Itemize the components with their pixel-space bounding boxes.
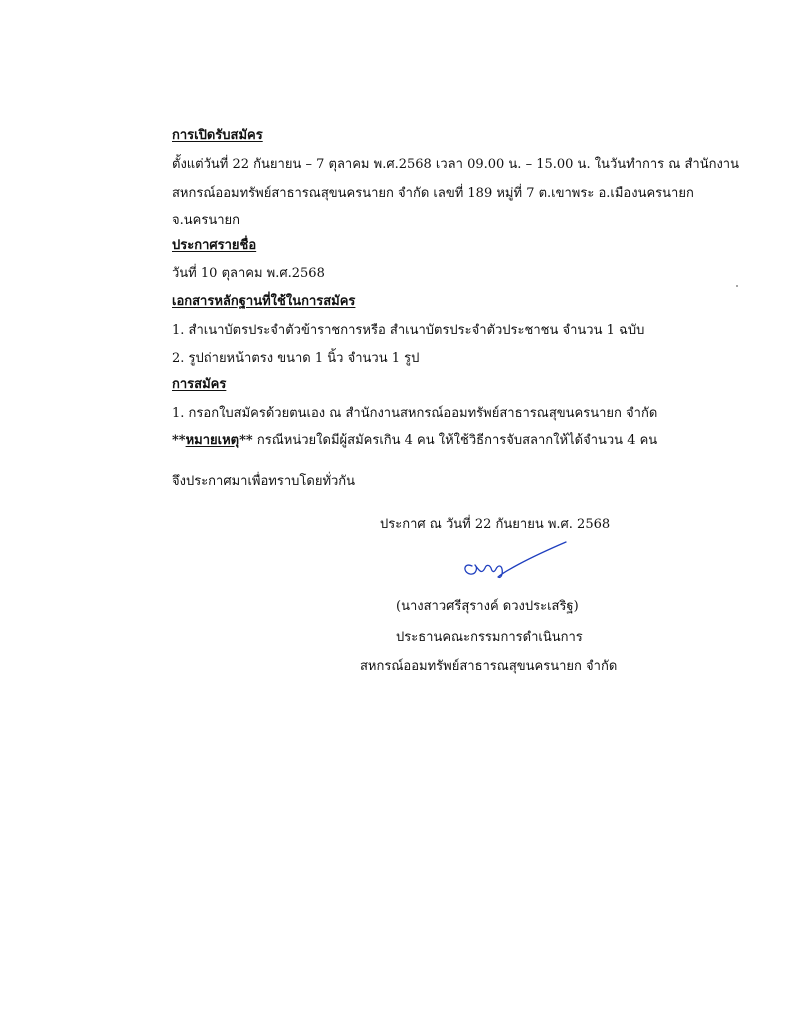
signatory-organization: สหกรณ์ออมทรัพย์สาธารณสุขนครนายก จำกัด [360, 659, 618, 674]
registration-period-line-2: สหกรณ์ออมทรัพย์สาธารณสุขนครนายก จำกัด เลขที่ 189 หมู่ที่ 7 ต.เขาพระ อ.เมืองนครนายก [172, 186, 694, 201]
heading-announce-names: ประกาศรายชื่อ [172, 238, 257, 253]
application-item-1: 1. กรอกใบสมัครด้วยตนเอง ณ สำนักงานสหกรณ์ออมทรัพย์สาธารณสุขนครนายก จำกัด [172, 406, 658, 421]
heading-required-documents: เอกสารหลักฐานที่ใช้ในการสมัคร [172, 294, 356, 309]
signatory-position: ประธานคณะกรรมการดำเนินการ [396, 630, 583, 645]
closing-statement: จึงประกาศมาเพื่อทราบโดยทั่วกัน [172, 474, 356, 489]
heading-registration-period: การเปิดรับสมัคร [172, 128, 263, 143]
signatory-name: (นางสาวศรีสุรางค์ ดวงประเสริฐ) [396, 599, 579, 614]
remark-line [172, 432, 657, 450]
remark-prefix: ** [172, 433, 186, 448]
announcement-date: ประกาศ ณ วันที่ 22 กันยายน พ.ศ. 2568 [380, 517, 611, 532]
remark-suffix: ** [239, 433, 253, 448]
remark-text: กรณีหน่วยใดมีผู้สมัครเกิน 4 คน ให้ใช้วิธีการจับสลากให้ได้จำนวน 4 คน [252, 433, 658, 448]
heading-application: การสมัคร [172, 377, 227, 392]
document-item-2: 2. รูปถ่ายหน้าตรง ขนาด 1 นิ้ว จำนวน 1 รูป [172, 351, 420, 366]
announce-date: วันที่ 10 ตุลาคม พ.ศ.2568 [172, 266, 325, 281]
registration-period-line-3: จ.นครนายก [172, 213, 240, 228]
signature-image [458, 538, 570, 584]
registration-period-line-1: ตั้งแต่วันที่ 22 กันยายน – 7 ตุลาคม พ.ศ.2568 เวลา 09.00 น. – 15.00 น. ในวันทำการ ณ สำนักงาน [172, 157, 739, 172]
remark-label: หมายเหตุ [185, 433, 240, 448]
document-item-1: 1. สำเนาบัตรประจำตัวข้าราชการหรือ สำเนาบัตรประจำตัวประชาชน จำนวน 1 ฉบับ [172, 323, 645, 338]
scan-speck [736, 285, 738, 287]
